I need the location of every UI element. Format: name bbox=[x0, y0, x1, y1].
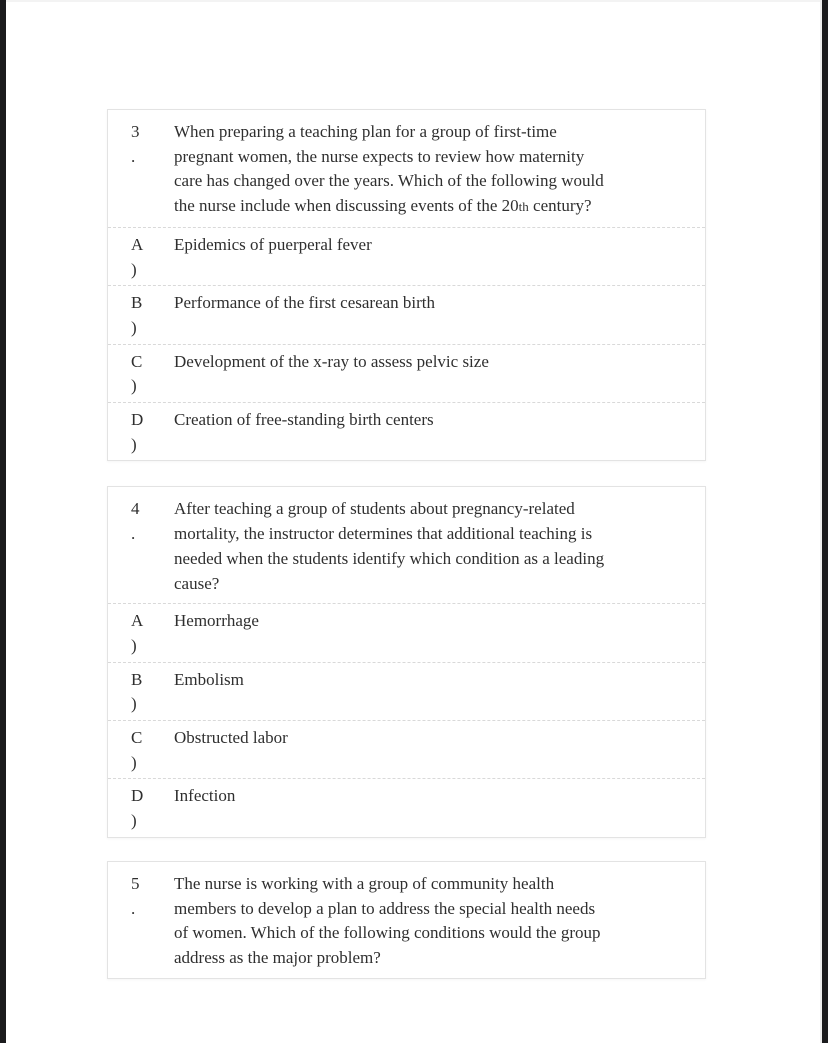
question-row bbox=[108, 110, 705, 227]
option-row-c bbox=[108, 344, 705, 402]
question-text-line: mortality, the instructor determines that additional teaching is bbox=[174, 524, 593, 544]
question-text-line: needed when the students identify which condition as a leading bbox=[174, 548, 605, 568]
question-text-line: care has changed over the years. Which of the following would bbox=[174, 171, 604, 191]
question-text-line: cause? bbox=[174, 573, 220, 593]
question-text bbox=[174, 120, 705, 220]
option-letter-cell bbox=[108, 233, 174, 282]
option-text: Obstructed labor bbox=[174, 728, 288, 748]
option-row-c bbox=[108, 720, 705, 778]
question-block-3 bbox=[107, 109, 706, 461]
option-row-d bbox=[108, 402, 705, 460]
option-paren: ) bbox=[131, 811, 137, 831]
question-number-dot: . bbox=[131, 898, 136, 918]
option-letter: A bbox=[131, 611, 144, 631]
option-letter: B bbox=[131, 669, 143, 689]
option-letter-cell bbox=[108, 784, 174, 833]
option-row-a bbox=[108, 227, 705, 285]
option-text: Creation of free-standing birth centers bbox=[174, 410, 434, 430]
question-number-cell bbox=[108, 497, 174, 596]
option-letter: C bbox=[131, 351, 143, 371]
question-text-line: address as the major problem? bbox=[174, 947, 381, 967]
option-text: Development of the x-ray to assess pelvic size bbox=[174, 351, 489, 371]
option-letter: D bbox=[131, 786, 144, 806]
option-text: Hemorrhage bbox=[174, 611, 259, 631]
option-paren: ) bbox=[131, 317, 137, 337]
option-row-d bbox=[108, 778, 705, 836]
question-text-line: After teaching a group of students about pregnancy-related bbox=[174, 499, 575, 519]
question-text-line: The nurse is working with a group of community health bbox=[174, 873, 555, 893]
question-row bbox=[108, 487, 705, 603]
top-edge-line bbox=[6, 0, 820, 2]
option-row-b bbox=[108, 285, 705, 343]
question-row bbox=[108, 862, 705, 978]
question-text-line: When preparing a teaching plan for a group of first-time bbox=[174, 122, 557, 141]
option-text: Epidemics of puerperal fever bbox=[174, 234, 372, 254]
question-number-dot: . bbox=[131, 146, 136, 166]
question-text-line: the nurse include when discussing events of the 20th century? bbox=[174, 196, 592, 216]
option-row-b bbox=[108, 662, 705, 720]
question-text-line: members to develop a plan to address the special health needs bbox=[174, 898, 596, 918]
option-paren: ) bbox=[131, 635, 137, 655]
left-edge-strip bbox=[0, 0, 6, 1043]
option-letter: C bbox=[131, 728, 143, 748]
option-letter-cell bbox=[108, 726, 174, 775]
question-text bbox=[174, 497, 705, 596]
question-number-cell bbox=[108, 120, 174, 220]
right-edge-strip bbox=[822, 0, 828, 1043]
option-letter: B bbox=[131, 293, 143, 313]
option-letter-cell bbox=[108, 291, 174, 340]
option-text: Embolism bbox=[174, 669, 244, 689]
option-letter-cell bbox=[108, 609, 174, 658]
question-text-line: of women. Which of the following conditions would the group bbox=[174, 923, 601, 943]
question-number: 4 bbox=[131, 499, 140, 519]
option-letter: D bbox=[131, 410, 144, 430]
question-block-4 bbox=[107, 486, 706, 837]
question-number: 5 bbox=[131, 873, 140, 893]
question-text bbox=[174, 872, 705, 971]
document-page bbox=[107, 109, 706, 979]
question-number: 3 bbox=[131, 122, 140, 141]
option-paren: ) bbox=[131, 259, 137, 279]
option-letter-cell bbox=[108, 668, 174, 717]
option-letter: A bbox=[131, 234, 144, 254]
ordinal-suffix: th bbox=[518, 199, 529, 215]
question-block-5 bbox=[107, 861, 706, 979]
option-row-a bbox=[108, 603, 705, 661]
option-paren: ) bbox=[131, 694, 137, 714]
question-number-cell bbox=[108, 872, 174, 971]
option-text: Performance of the first cesarean birth bbox=[174, 293, 436, 313]
option-letter-cell bbox=[108, 408, 174, 457]
option-paren: ) bbox=[131, 434, 137, 454]
question-number-dot: . bbox=[131, 524, 136, 544]
option-paren: ) bbox=[131, 752, 137, 772]
option-paren: ) bbox=[131, 376, 137, 396]
option-text: Infection bbox=[174, 786, 236, 806]
option-letter-cell bbox=[108, 350, 174, 399]
question-text-line: pregnant women, the nurse expects to review how maternity bbox=[174, 146, 585, 166]
